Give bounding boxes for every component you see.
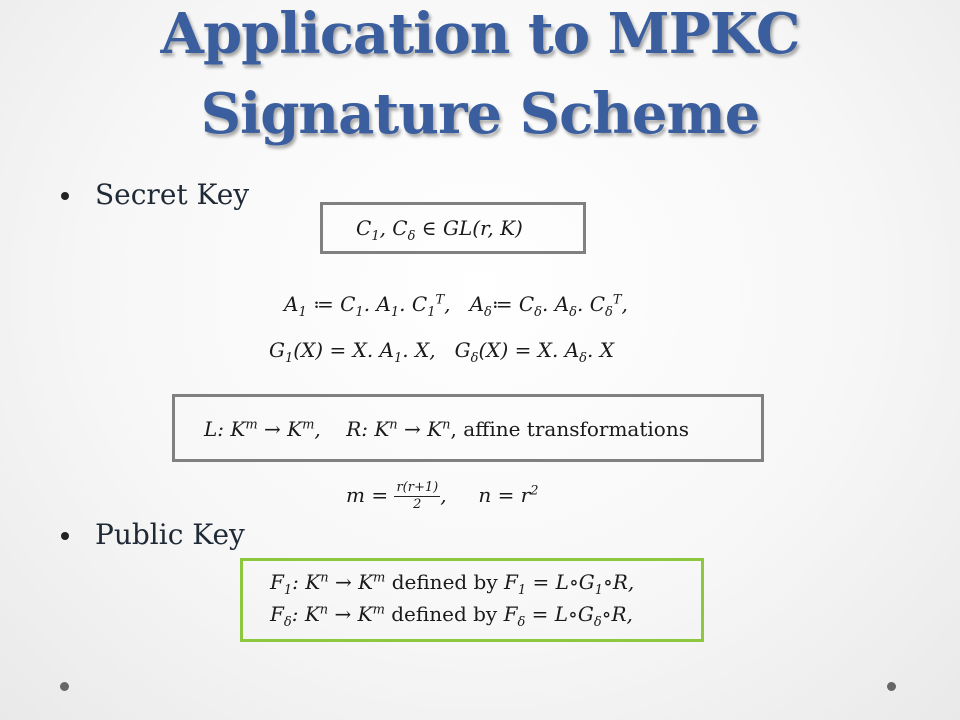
affine-transform-formula: L: $K^m \to K^m$, R: $K^n \to K^n$, affine transformations (204, 417, 689, 441)
affine-transform-text: affine transformations (463, 417, 689, 441)
left-corner-dot-icon (60, 682, 69, 691)
bullet-secret-key (95, 178, 249, 211)
m-fraction: $\frac{r(r+1)}{2}$ (396, 480, 439, 512)
a-definitions-formula: $A_1$ ≔ $C_1$. $A_1$. $C_1^T$, $A_\delta≔$ $C_\delta$. $A_\delta$. $C_\delta^T$, (284, 292, 628, 320)
public-key-formula-line2: $F_\delta$: $K^n \to K^m$ defined by $F_\delta$ = $L\circ G_\delta\circ R$, (270, 602, 633, 630)
bullet-public-key (95, 518, 245, 551)
bullet-dot-icon (61, 532, 69, 540)
bullet-public-key-label: Public Key (95, 518, 245, 551)
slide-title-line2: Signature Scheme (200, 81, 760, 147)
right-corner-dot-icon (887, 682, 896, 691)
bullet-dot-icon (61, 192, 69, 200)
bullet-secret-key-label: Secret Key (95, 178, 250, 211)
secret-key-formula: $C_1$, $C_\delta$ ∈ GL(r, K) (356, 216, 523, 244)
slide-title-line1: Application to MPKC (160, 1, 800, 67)
public-key-formula-line1: $F_1$: $K^n \to K^m$ defined by $F_1$ = $L\circ G_1\circ R$, (270, 570, 635, 598)
m-n-formula: m = $\frac{r(r+1)}{2}$ , $n = r^2$ (346, 480, 539, 512)
g-definitions-formula: $G_1(X) = X$. $A_1$. X, $G_\delta(X) = X$. $A_\delta$. X (269, 338, 614, 366)
